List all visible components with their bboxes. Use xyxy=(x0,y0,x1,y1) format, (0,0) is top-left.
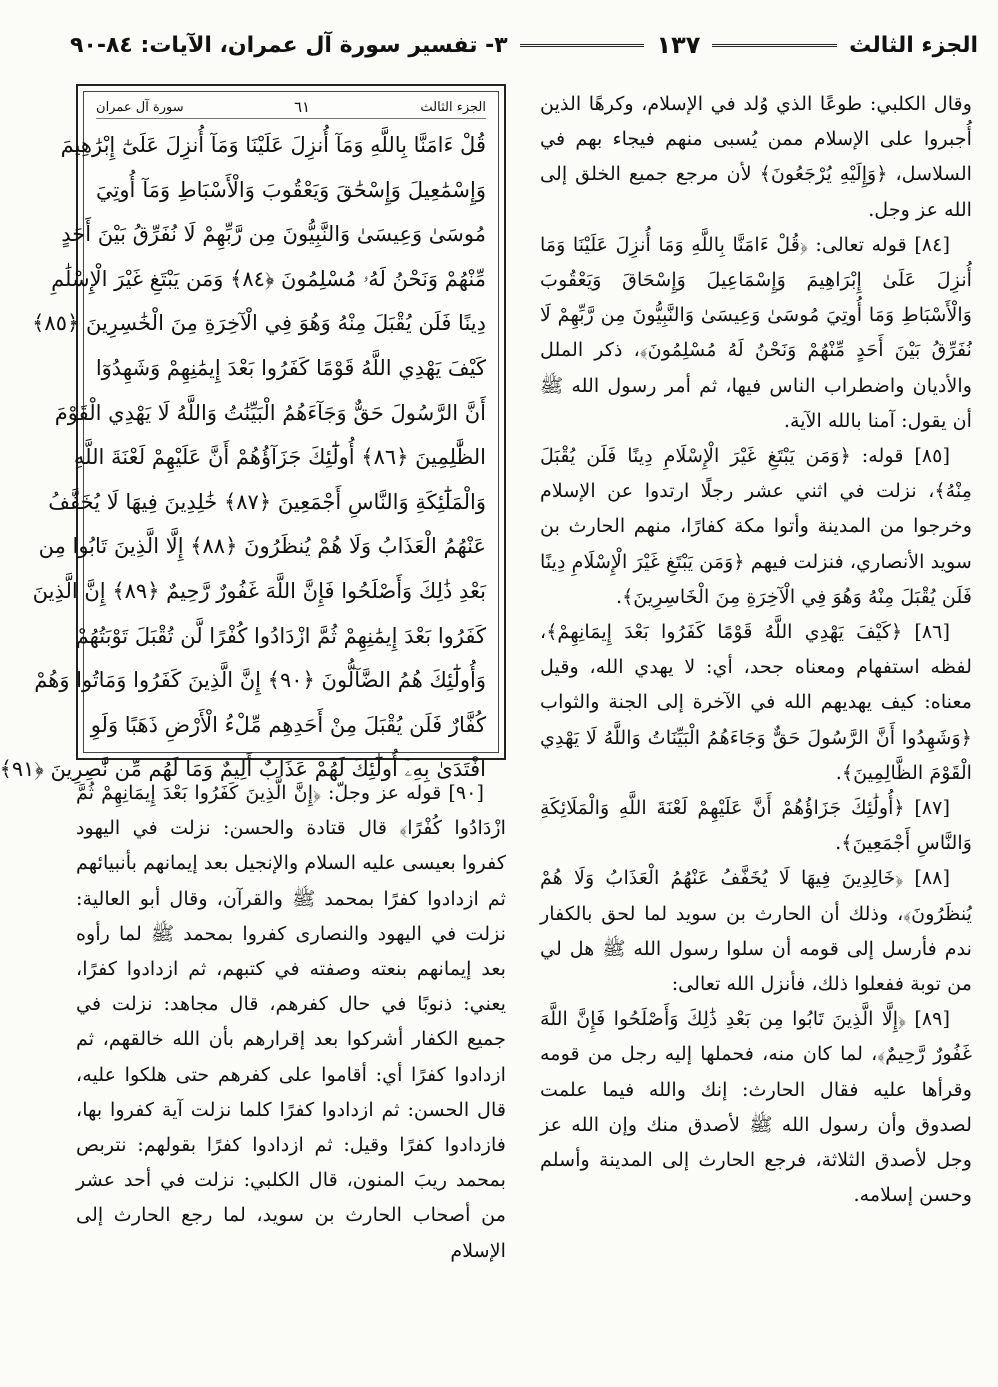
commentary-paragraph: وقال الكلبي: طوعًا الذي وُلد في الإسلام، وكرهًا الذين أُجبروا على الإسلام ممن يُسبى منهم فيجاء بهم في السلاسل، ﴿وَإِلَيْهِ يُرْجَعُونَ﴾ لأن مرجع جميع الخلق إلى الله عز وجل. xyxy=(540,92,972,221)
quran-verse-line: قُلْ ءَامَنَّا بِاللَّهِ وَمَآ أُنزِلَ عَلَيْنَا وَمَآ أُنزِلَ عَلَىٰٓ إِبْرَٰهِيمَ xyxy=(60,133,486,157)
commentary-paragraph: [٨٩] ﴿إِلَّا الَّذِينَ تَابُوا مِن بَعْدِ ذَٰلِكَ وَأَصْلَحُوا فَإِنَّ اللَّهَ غَفُورٌ رَّحِيمٌ﴾، لما كان منه، فحملها إليه رجل من قومه وقرأها عليه فقال الحارث: إنك والله فيما علمت لصدوق وأن رسول الله ﷺ لأصدق منك وإن الله عز وجل لأصدق الثلاثة، فرجع الحارث إلى المدينة وأسلم وحسن إسلامه. xyxy=(540,1007,972,1207)
quran-page-header xyxy=(96,96,486,119)
quran-verse-line: وَأُولَٰٓئِكَ هُمُ الضَّآلُّونَ ﴿٩٠﴾ إِنَّ الَّذِينَ كَفَرُوا وَمَاتُوا وَهُمْ xyxy=(34,668,486,693)
quran-page-inner xyxy=(0,91,499,782)
quran-verse-line: كَيْفَ يَهْدِي اللَّهُ قَوْمًا كَفَرُوا بَعْدَ إِيمَٰنِهِمْ وَشَهِدُوٓا xyxy=(95,355,486,380)
commentary-left-column xyxy=(76,775,506,1268)
quran-page-frame xyxy=(0,84,506,782)
quran-verse-line: مِّنْهُمْ وَنَحْنُ لَهُۥ مُسْلِمُونَ ﴿٨٤﴾ وَمَن يَبْتَغِ غَيْرَ الْإِسْلَٰمِ xyxy=(51,266,486,291)
quran-verse-line: عَنْهُمُ الْعَذَابُ وَلَا هُمْ يُنظَرُونَ ﴿٨٨﴾ إِلَّا الَّذِينَ تَابُوا مِن xyxy=(38,534,486,559)
quran-verse-lines xyxy=(0,123,486,792)
commentary-paragraph: [٨٧] ﴿أُولَٰئِكَ جَزَاؤُهُمْ أَنَّ عَلَيْهِمْ لَعْنَةَ اللَّهِ وَالْمَلَائِكَةِ وَالنَّاسِ أَجْمَعِينَ﴾. xyxy=(540,796,972,855)
quran-verse-line: وَالْمَلَٰٓئِكَةِ وَالنَّاسِ أَجْمَعِينَ ﴿٨٧﴾ خَٰلِدِينَ فِيهَا لَا يُخَفَّفُ xyxy=(48,489,486,514)
commentary-paragraph: [٨٦] ﴿كَيْفَ يَهْدِي اللَّهُ قَوْمًا كَفَرُوا بَعْدَ إِيمَانِهِمْ﴾، لفظه استفهام ومعناه جحد، أي: لا يهدي الله، وقيل معناه: كيف يهديهم الله في الآخرة إلى الجنة والثواب ﴿وَشَهِدُوا أَنَّ الرَّسُولَ حَقٌّ وَجَاءَهُمُ الْبَيِّنَاتُ وَاللَّهُ لَا يَهْدِي الْقَوْمَ الظَّالِمِينَ﴾. xyxy=(540,620,972,784)
header-rule-right xyxy=(712,44,837,47)
quran-juz-label: الجزء الثالث xyxy=(420,99,486,115)
commentary-paragraph: [٩٠] قوله عز وجلّ: ﴿إِنَّ الَّذِينَ كَفَرُوا بَعْدَ إِيمَانِهِمْ ثُمَّ ازْدَادُوا كُفْرًا﴾ قال قتادة والحسن: نزلت في اليهود كفروا بعيسى عليه السلام والإنجيل بعد إيمانهم بأنبيائهم ثم ازدادوا كفرًا بمحمد ﷺ والقرآن، وقال أبو العالية: نزلت في اليهود والنصارى كفروا بمحمد ﷺ لما رأوه بعد إيمانهم بنعته وصفته في كتبهم، ثم ازدادوا كفرًا، يعني: ذنوبًا في حال كفرهم، قال مجاهد: نزلت في جميع الكفار أشركوا بعد إقرارهم بأن الله خالقهم، ثم ازدادوا كفرًا أي: أقاموا على كفرهم حتى هلكوا عليه، قال الحسن: ثم ازدادوا كفرًا كلما نزلت آية كفروا بها، فازدادوا كفرًا وقيل: ثم ازدادوا كفرًا بقولهم: نتربص بمحمد ريبَ المنون، قال الكلبي: نزلت في أحد عشر من أصحاب الحارث بن سويد، لما رجع الحارث إلى الإسلام xyxy=(76,781,506,1262)
header-part-title: الجزء الثالث xyxy=(849,32,978,58)
quran-verse-line: الظَّٰلِمِينَ ﴿٨٦﴾ أُولَٰٓئِكَ جَزَآؤُهُمْ أَنَّ عَلَيْهِمْ لَعْنَةَ اللَّهِ xyxy=(73,445,486,470)
running-header xyxy=(70,28,978,62)
quran-surah-label: سورة آل عمران xyxy=(96,99,184,115)
quran-page-number: ٦١ xyxy=(293,98,311,116)
commentary-paragraph: [٨٥] قوله: ﴿وَمَن يَبْتَغِ غَيْرَ الْإِسْلَامِ دِينًا فَلَن يُقْبَلَ مِنْهُ﴾، نزلت في اثني عشر رجلًا ارتدوا عن الإسلام وخرجوا من المدينة وأتوا مكة كفارًا، منهم الحارث بن سويد الأنصاري، فنزلت فيهم ﴿وَمَن يَبْتَغِ غَيْرَ الْإِسْلَامِ دِينًا فَلَن يُقْبَلَ مِنْهُ وَهُوَ فِي الْآخِرَةِ مِنَ الْخَاسِرِينَ﴾. xyxy=(540,444,972,608)
quran-verse-line: دِينًا فَلَن يُقْبَلَ مِنْهُ وَهُوَ فِي الْآخِرَةِ مِنَ الْخَٰسِرِينَ ﴿٨٥﴾ xyxy=(32,311,486,336)
quran-verse-line: كُفَّارٌ فَلَن يُقْبَلَ مِنْ أَحَدِهِم مِّلْءُ الْأَرْضِ ذَهَبًا وَلَوِ xyxy=(90,712,486,737)
header-section-title: ٣- تفسير سورة آل عمران، الآيات: ٨٤-٩٠ xyxy=(70,32,508,58)
page-number: ١٣٧ xyxy=(656,31,701,59)
quran-verse-line: كَفَرُوا بَعْدَ إِيمَٰنِهِمْ ثُمَّ ازْدَادُوا كُفْرًا لَّن تُقْبَلَ تَوْبَتُهُمْ xyxy=(75,623,486,648)
quran-verse-line: افْتَدَىٰ بِهِۦٓ أُولَٰٓئِكَ لَهُمْ عَذَابٌ أَلِيمٌ وَمَا لَهُم مِّن نَّٰصِرِينَ ﴿٩١﴾ xyxy=(0,757,486,782)
quran-verse-line: بَعْدِ ذَٰلِكَ وَأَصْلَحُوا فَإِنَّ اللَّهَ غَفُورٌ رَّحِيمٌ ﴿٨٩﴾ إِنَّ الَّذِينَ xyxy=(32,578,486,603)
quran-verse-line: أَنَّ الرَّسُولَ حَقٌّ وَجَآءَهُمُ الْبَيِّنَٰتُ وَاللَّهُ لَا يَهْدِي الْقَوْمَ xyxy=(54,400,486,425)
header-rule-left xyxy=(520,44,645,47)
commentary-paragraph: [٨٨] ﴿خَالِدِينَ فِيهَا لَا يُخَفَّفُ عَنْهُمُ الْعَذَابُ وَلَا هُمْ يُنظَرُونَ﴾، وذلك أن الحارث بن سويد لما لحق بالكفار ندم فأرسل إلى قومه أن سلوا رسول الله ﷺ هل لي من توبة ففعلوا ذلك، فأنزل الله تعالى: xyxy=(540,866,972,996)
commentary-right-column xyxy=(540,86,972,1213)
commentary-paragraph: [٨٤] قوله تعالى: ﴿قُلْ ءَامَنَّا بِاللَّهِ وَمَا أُنزِلَ عَلَيْنَا وَمَا أُنزِلَ عَلَىٰ إِبْرَاهِيمَ وَإِسْمَاعِيلَ وَإِسْحَاقَ وَيَعْقُوبَ وَالْأَسْبَاطِ وَمَا أُوتِيَ مُوسَىٰ وَعِيسَىٰ وَالنَّبِيُّونَ مِن رَّبِّهِمْ لَا نُفَرِّقُ بَيْنَ أَحَدٍ مِّنْهُمْ وَنَحْنُ لَهُ مُسْلِمُونَ﴾، ذكر الملل والأديان واضطراب الناس فيها، ثم أمر رسول الله ﷺ أن يقول: آمنا بالله الآية. xyxy=(540,232,972,432)
quran-verse-line: مُوسَىٰ وَعِيسَىٰ وَالنَّبِيُّونَ مِن رَّبِّهِمْ لَا نُفَرِّقُ بَيْنَ أَحَدٍ xyxy=(61,222,486,247)
quran-verse-line: وَإِسْمَٰعِيلَ وَإِسْحَٰقَ وَيَعْقُوبَ وَالْأَسْبَاطِ وَمَآ أُوتِيَ xyxy=(96,177,486,202)
